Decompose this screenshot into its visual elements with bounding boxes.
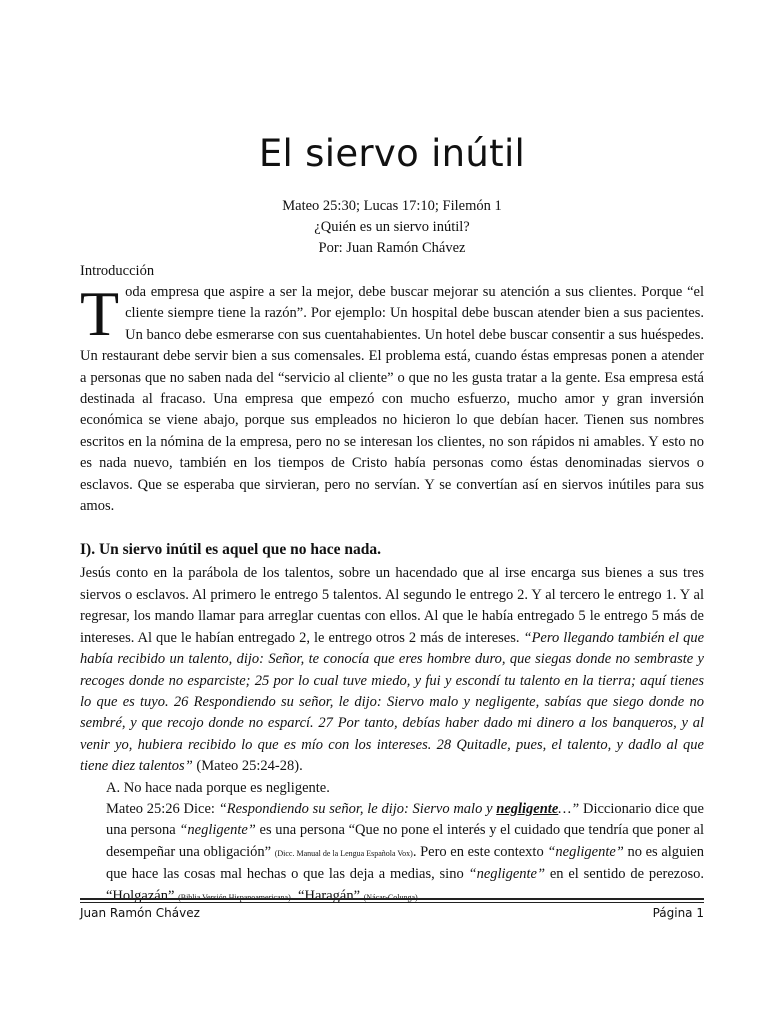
source-note-3: (Nácar-Colunga) [363, 892, 418, 902]
quote-1-end: …” [558, 800, 580, 817]
document-title: El siervo inútil [258, 132, 526, 175]
drop-cap: T [80, 278, 120, 349]
intro-paragraph [80, 278, 704, 517]
scripture-quote: “Pero llegando también el que había recibido un talento, dijo: Señor, te conocía que eres hombre duro, que siegas donde no sembraste y recoges donde no esparciste; 25 por lo cual tuve miedo, y fui y escondí tu talento en la tierra; aquí tienes lo que es tuyo. 26 Respondiendo su señor, le dijo: Siervo malo y negligente, sabías que siego donde no sembré, y que recojo donde no esparcí. 27 Por tanto, debías haber dado mi dinero a los banqueros, y al venir yo, hubiera recibido lo que es mío con los intereses. 28 Quitadle, pues, el talento, y dadlo al que tiene diez talentos” [80, 629, 704, 775]
intro-label: Introducción [80, 263, 155, 279]
quote-1: “Respondiendo su señor, le dijo: Siervo malo y [218, 800, 497, 817]
point-a-heading: A. No hace nada porque es negligente. [106, 779, 330, 796]
author-line: Por: Juan Ramón Chávez [318, 240, 466, 256]
quote-2: “negligente” [179, 822, 256, 839]
point-a-text-6: en el sentido de perezoso. “Holgazán” [106, 866, 704, 904]
point-a-text-4: . Pero en este contexto [412, 843, 548, 860]
subtitle-question: ¿Quién es un siervo inútil? [314, 219, 470, 235]
quote-4: “negligente” [468, 866, 546, 883]
point-a-text-1: Mateo 25:26 Dice: [106, 800, 219, 817]
point-a-paragraph [80, 799, 704, 908]
scripture-references: Mateo 25:30; Lucas 17:10; Filemón 1 [282, 198, 502, 214]
point-a-text-5: no es alguien que hace las cosas mal hechas o que las deja a medias, sino [106, 843, 704, 883]
emphasis-word: negligente [496, 800, 559, 817]
section-text: Jesús conto en la parábola de los talentos, sobre un hacendado que al irse encarga sus bienes a sus tres siervos o esclavos. Al primero le entrego 5 talentos. Al segundo le entrego 2. Y al tercero le entrego 1. Y al regresar, los mando llamar para arreglar cuentas con ellos. Al que le había entregado 5 le entrego 5 más de intereses. Al que le habían entregado 2, le entrego otros 2 más de intereses. [80, 565, 704, 646]
point-a-text-2: Diccionario dice que una persona [106, 800, 704, 839]
point-a-text-3: es una persona “Que no pone el interés y el cuidado que tendría que poner al desempeñar una obligación” [106, 822, 705, 860]
section-paragraph [80, 563, 704, 777]
footer-author: Juan Ramón Chávez [80, 906, 200, 920]
section-heading: I). Un siervo inútil es aquel que no hace nada. [80, 541, 382, 559]
document-body [80, 128, 704, 908]
intro-text: oda empresa que aspire a ser la mejor, debe buscar mejorar su atención a sus clientes. Porque “el cliente siempre tiene la razón”. Por ejemplo: Un hospital debe buscan atender bien a sus pacientes. Un banco debe esmerarse con sus cuentahabientes. Un hotel debe buscar consentir a sus huéspedes. Un restaurant debe servir bien a sus comensales. El problema está, cuando éstas empresas ponen a atender a personas que no saben nada del “servicio al cliente” o que no les gusta tratar a la gente. Esa empresa está destinada al fracaso. Una empresa que empezó con mucho esfuerzo, mucho amor y gran inversión económica se viene abajo, porque sus empleados no hicieron lo que debían hacer. Tienen sus nombres escritos en la nómina de la empresa, pero no se interesan los clientes, no son rápidos ni amables. Y esto no es nada nuevo, también en los tiempos de Cristo había personas como éstas denominadas siervos o esclavos. Que se esperaba que sirvieran, pero no servían. Y se convertían así en siervos inútiles para sus amos. [80, 284, 704, 515]
point-a-text-8: . [417, 887, 422, 904]
scripture-citation: (Mateo 25:24-28). [192, 758, 303, 775]
source-note-2: (Biblia Versión Hispanoamericana) [178, 892, 291, 902]
quote-3: “negligente” [547, 843, 624, 860]
page-footer [80, 902, 704, 920]
footer-page-number: Página 1 [652, 906, 704, 920]
source-note-1: (Dicc. Manual de la Lengua Española Vox) [274, 848, 413, 858]
point-a-text-7: . “Haragán” [290, 887, 364, 904]
